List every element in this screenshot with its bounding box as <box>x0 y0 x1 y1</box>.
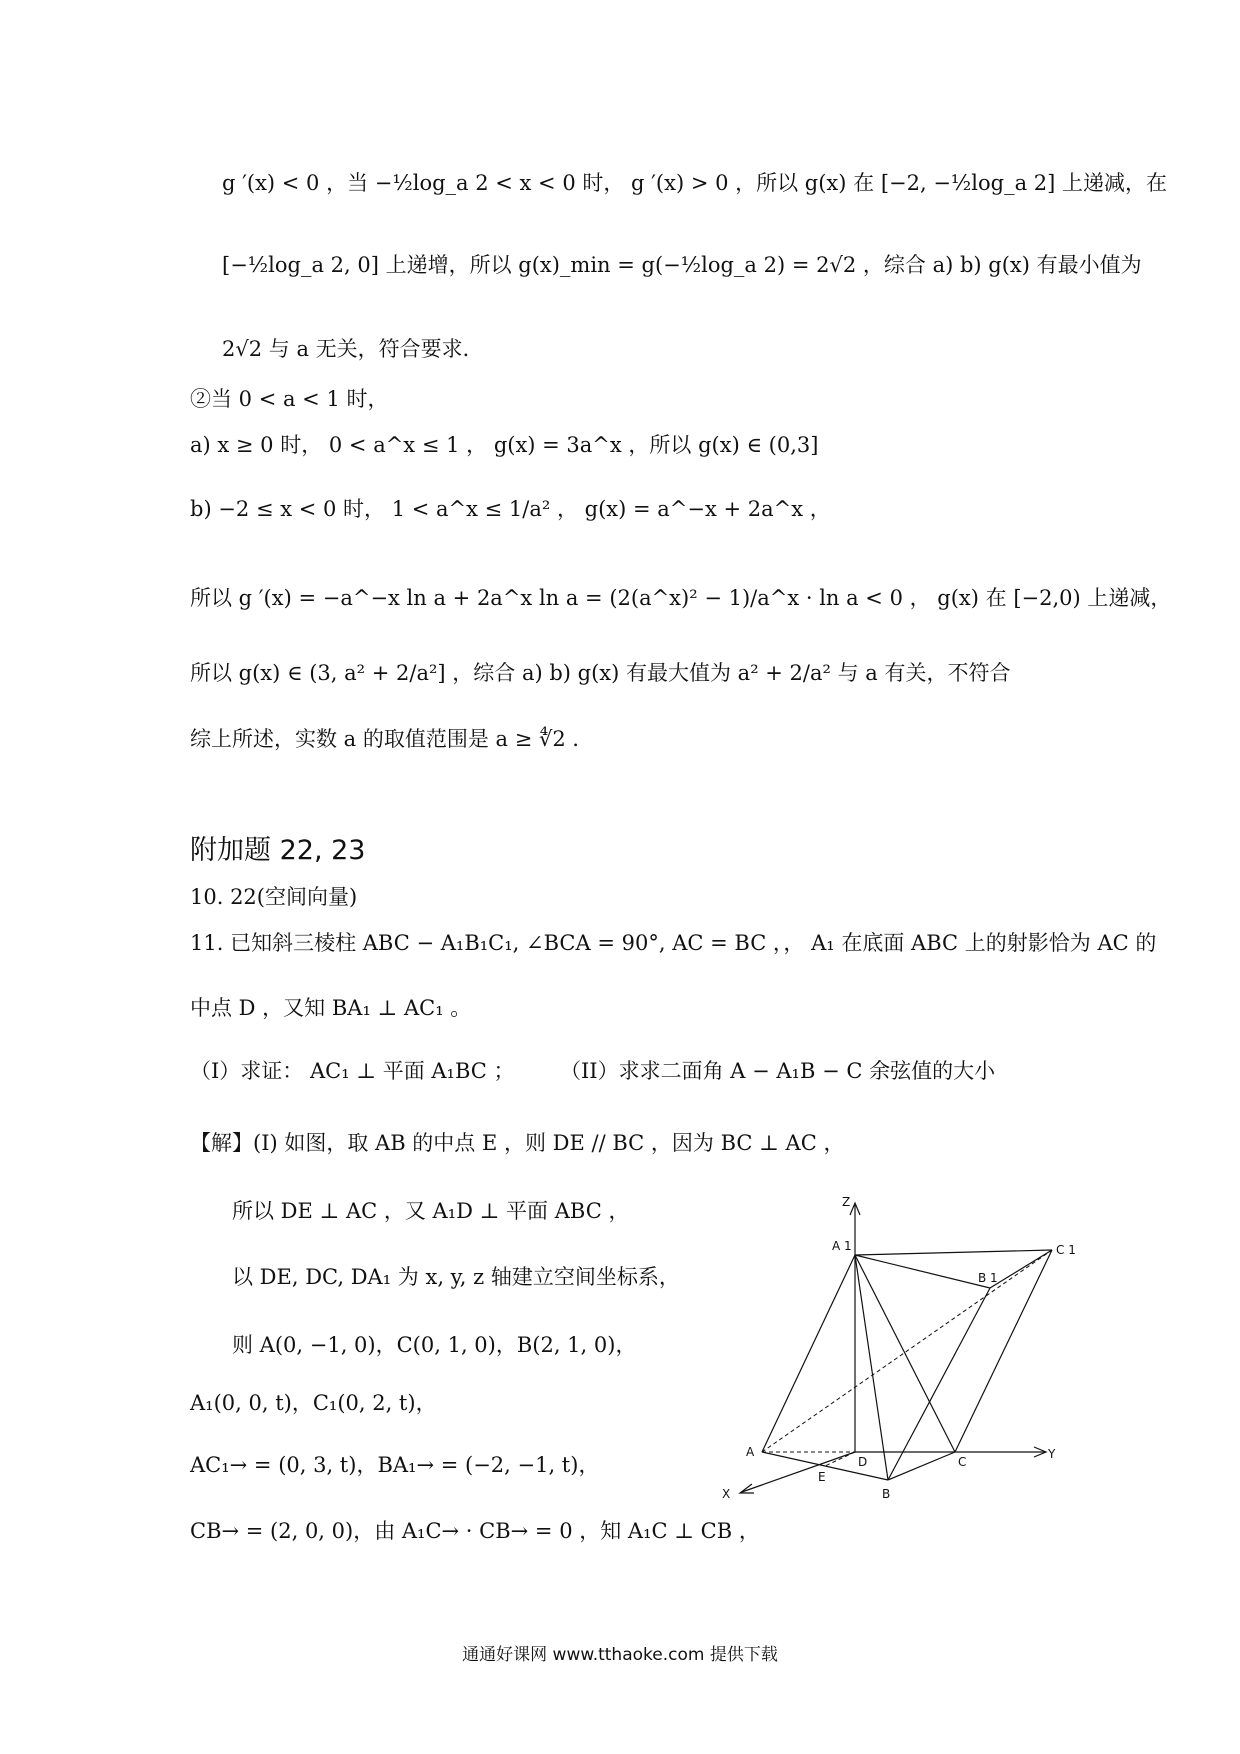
edge-a1-a <box>762 1255 855 1452</box>
edge-a1-b1 <box>855 1255 990 1288</box>
text-line-7: 所以 g ′(x) = −a^−x ln a + 2a^x ln a = (2(a^x)² − 1)/a^x · ln a < 0 ， g(x) 在 [−2,0) 上递减， <box>190 586 1172 610</box>
solution-line-1: 【解】(I) 如图，取 AB 的中点 E ，则 DE // BC ，因为 BC ⊥ AC ， <box>190 1131 845 1155</box>
edge-a1-c <box>855 1255 955 1452</box>
edge-a1-c1 <box>855 1250 1052 1255</box>
edge-b1-b <box>888 1288 990 1480</box>
segment-d-e-hidden <box>825 1452 855 1466</box>
solution-line-5: A₁(0, 0, t)，C₁(0, 2, t)， <box>190 1391 437 1415</box>
solution-line-2: 所以 DE ⊥ AC ，又 A₁D ⊥ 平面 ABC ， <box>232 1199 630 1223</box>
text-line-3: 2√2 与 a 无关，符合要求． <box>222 337 484 361</box>
solution-line-6: AC₁→ = (0, 3, t)，BA₁→ = (−2, −1, t)， <box>190 1453 600 1477</box>
text-line-1: g ′(x) < 0 ，当 −½log_a 2 < x < 0 时， g ′(x) > 0 ，所以 g(x) 在 [−2, −½log_a 2] 上递减，在 <box>222 171 1167 195</box>
y-axis-arrow <box>1034 1447 1046 1457</box>
problem-part-2: （II）求求二面角 A − A₁B − C 余弦值的大小 <box>560 1059 996 1083</box>
solution-line-7: CB→ = (2, 0, 0)，由 A₁C→ · CB→ = 0 ，知 A₁C ⊥ CB ， <box>190 1519 760 1543</box>
label-c: C <box>958 1455 967 1469</box>
edge-a1-b <box>855 1255 888 1480</box>
problem-statement: 11. 已知斜三棱柱 ABC − A₁B₁C₁, ∠BCA = 90°, AC = BC ，， A₁ 在底面 ABC 上的射影恰为 AC 的 <box>190 931 1157 955</box>
problem-statement-cont: 中点 D ，又知 BA₁ ⊥ AC₁ 。 <box>190 996 472 1020</box>
solution-line-4: 则 A(0, −1, 0)，C(0, 1, 0)，B(2, 1, 0)， <box>232 1333 637 1357</box>
z-axis-arrow <box>850 1203 860 1215</box>
text-line-9: 综上所述，实数 a 的取值范围是 a ≥ ∜2 ． <box>190 727 594 751</box>
label-a: A <box>746 1445 755 1459</box>
label-x: X <box>722 1487 731 1501</box>
edge-a-c1-hidden <box>762 1250 1052 1452</box>
label-z: Z <box>842 1195 851 1209</box>
solution-line-3: 以 DE, DC, DA₁ 为 x, y, z 轴建立空间坐标系， <box>232 1265 680 1289</box>
text-line-2: [−½log_a 2, 0] 上递增，所以 g(x)_min = g(−½log_a 2) = 2√2 ，综合 a) b) g(x) 有最小值为 <box>222 253 1142 277</box>
text-line-5: a) x ≥ 0 时， 0 < a^x ≤ 1 ， g(x) = 3a^x ，所以 g(x) ∈ (0,3] <box>190 433 819 457</box>
label-a1: A 1 <box>832 1239 852 1253</box>
label-d: D <box>858 1455 868 1469</box>
problem-number: 10. 22(空间向量) <box>190 885 358 909</box>
page-footer: 通通好课网 www.tthaoke.com 提供下载 <box>462 1645 778 1665</box>
label-b: B <box>882 1487 891 1501</box>
x-axis-arrow <box>740 1484 754 1493</box>
problem-part-1: （I）求证： AC₁ ⊥ 平面 A₁BC ； <box>190 1059 515 1083</box>
edge-b-c <box>888 1452 955 1480</box>
edge-c1-c <box>955 1250 1052 1452</box>
edge-b1-c1 <box>990 1250 1052 1288</box>
section-heading: 附加题 22, 23 <box>190 835 366 866</box>
text-line-6: b) −2 ≤ x < 0 时， 1 < a^x ≤ 1/a² ， g(x) = a^−x + 2a^x ， <box>190 497 831 521</box>
label-c1: C 1 <box>1056 1243 1076 1257</box>
label-b1: B 1 <box>978 1271 998 1285</box>
edge-a-b <box>762 1452 888 1480</box>
label-y: Y <box>1048 1447 1056 1461</box>
x-axis <box>742 1452 855 1492</box>
text-line-8: 所以 g(x) ∈ (3, a² + 2/a²] ，综合 a) b) g(x) 有最大值为 a² + 2/a² 与 a 有关，不符合 <box>190 661 1011 685</box>
text-line-4: ②当 0 < a < 1 时， <box>190 387 389 411</box>
label-e: E <box>818 1470 826 1484</box>
